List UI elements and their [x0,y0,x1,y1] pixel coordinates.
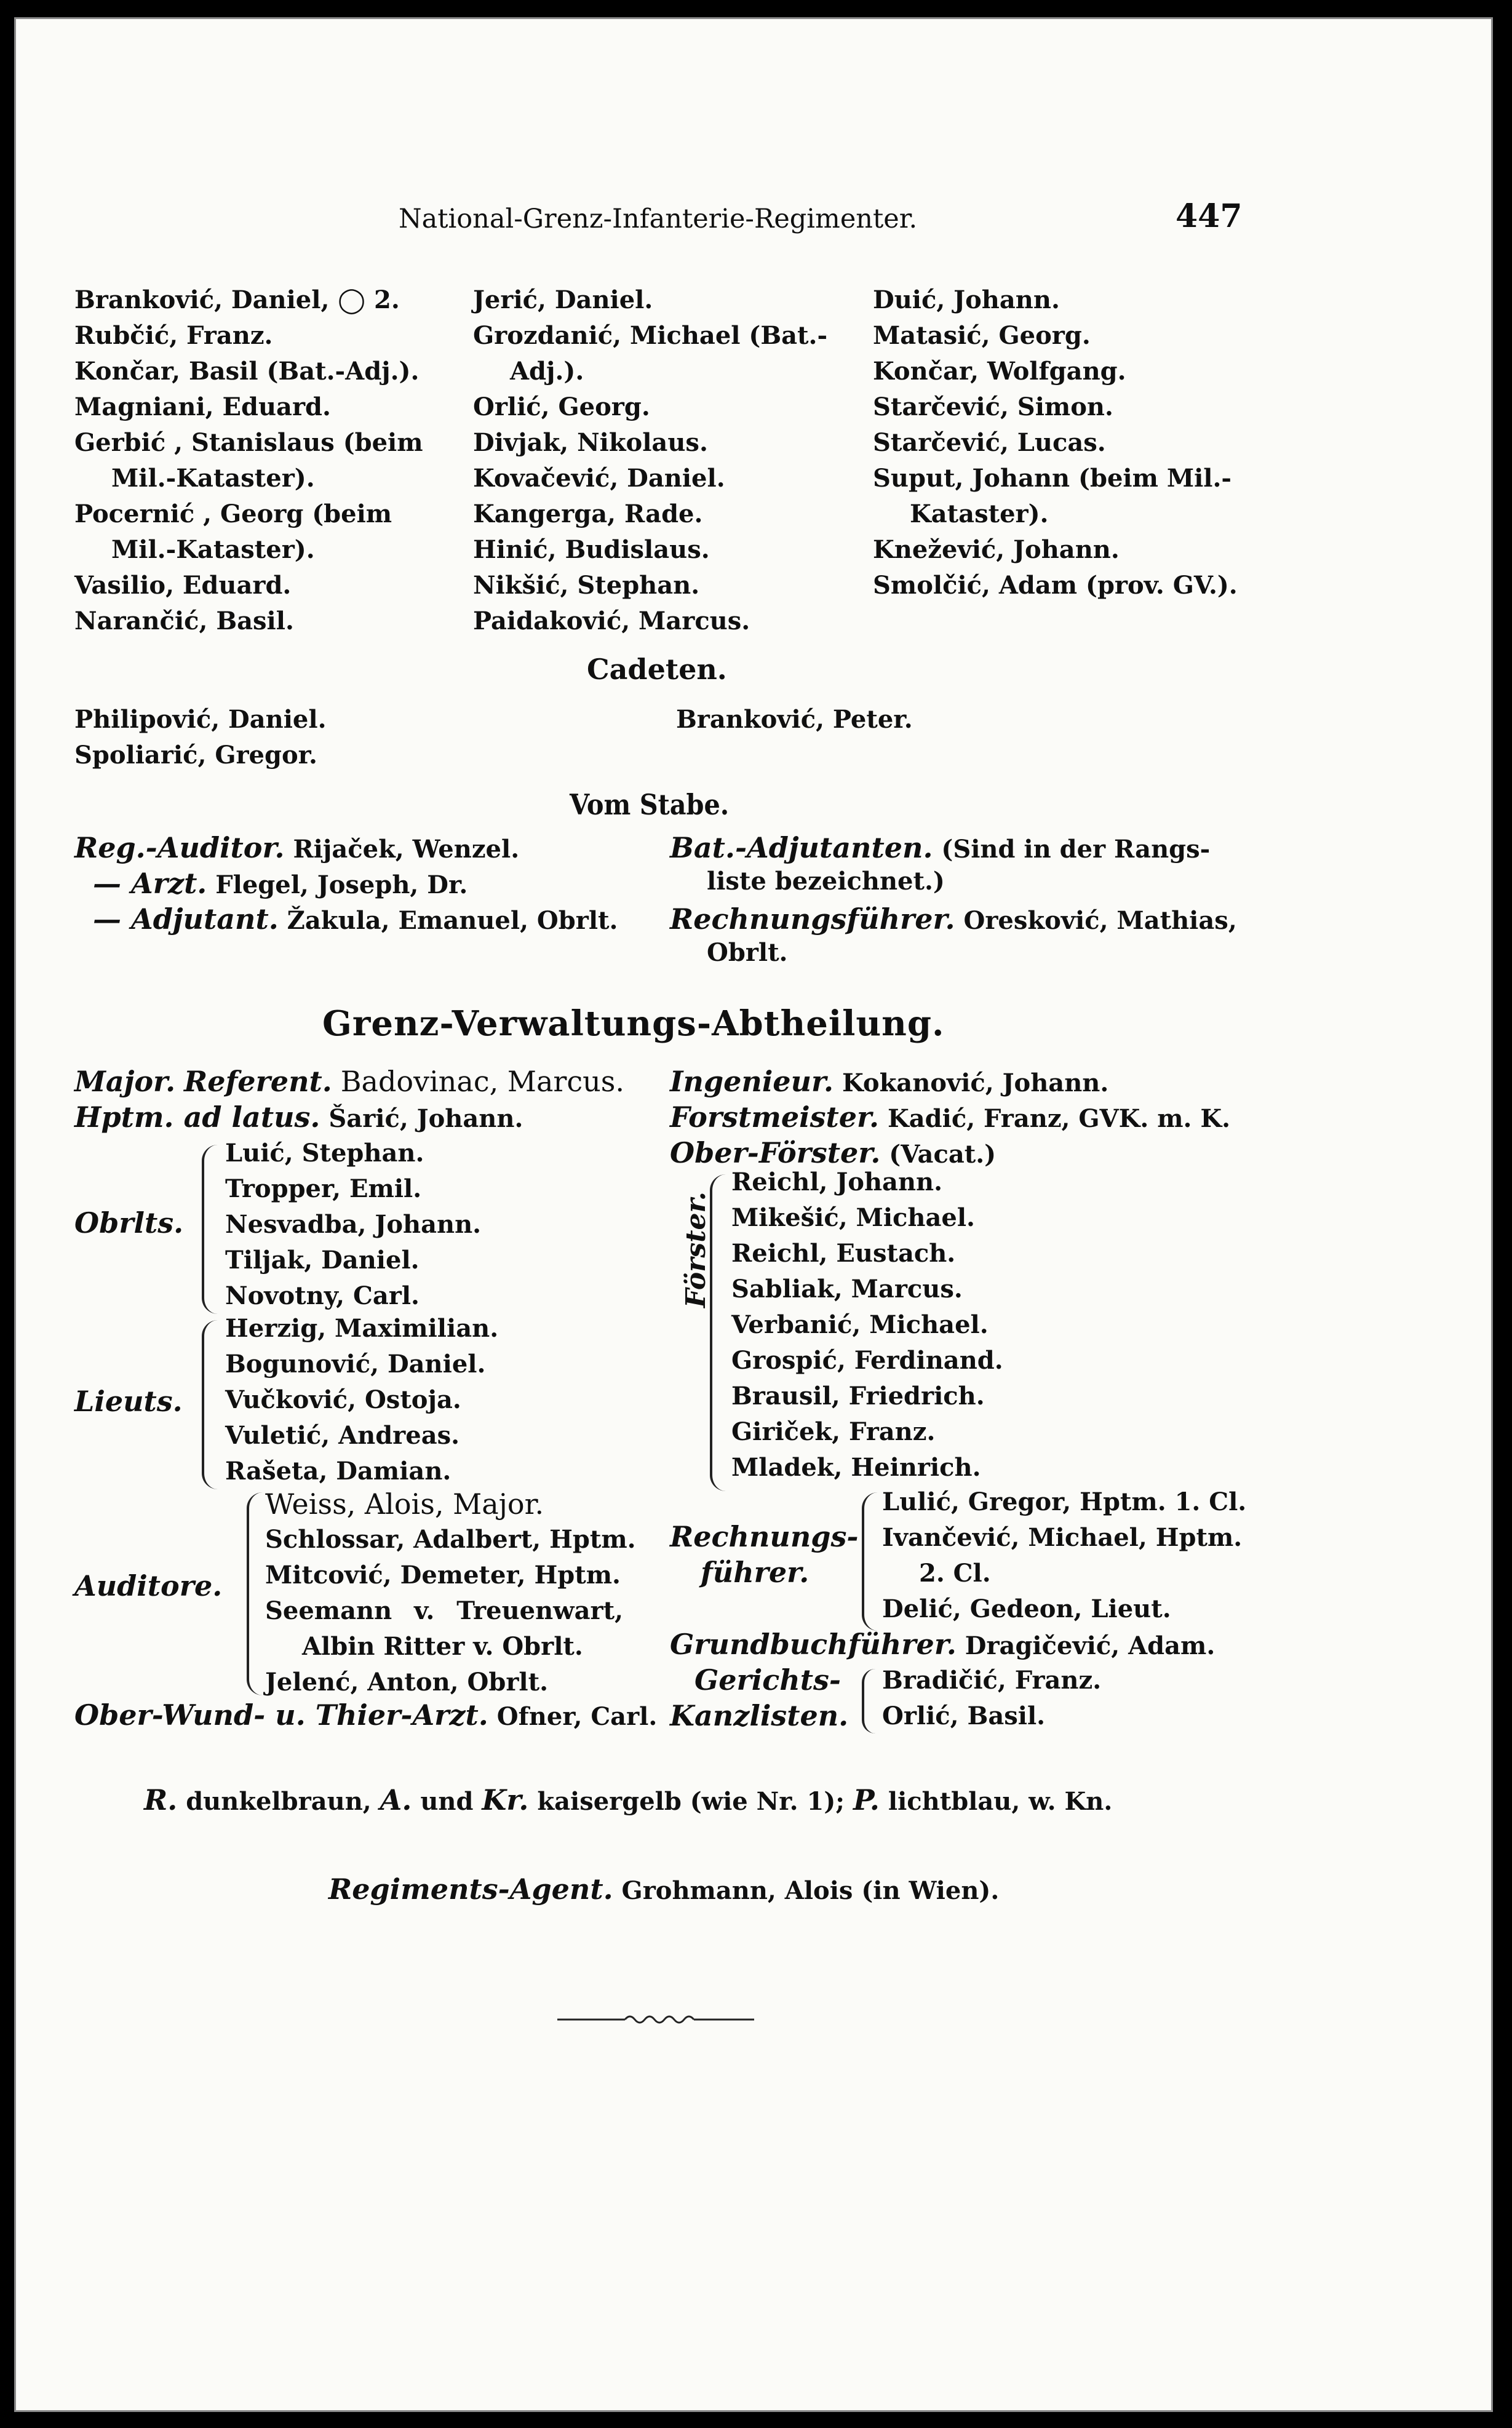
person-entry: Jelenć, Anton, Obrlt. [265,1668,548,1697]
officer-entry: Kovačević, Daniel. [473,464,725,493]
person-entry: Delić, Gedeon, Lieut. [882,1594,1171,1623]
wund-arzt-entry [74,1698,657,1732]
person-entry: Mikešić, Michael. [731,1203,975,1232]
major-entry [74,1065,624,1098]
staff-name: Žakula, Emanuel, Obrlt. [287,906,618,935]
color-text: dunkelbraun, [186,1787,372,1816]
person-entry: Mitcović, Demeter, Hptm. [265,1561,621,1590]
officers-column-3 [873,282,1238,603]
person-entry: Seemann v. Treuenwart, [265,1596,624,1625]
officer-entry: Matasić, Georg. [873,321,1091,350]
staff-continuation: Obrlt. [707,938,788,967]
color-label: R. [144,1783,178,1817]
role-label: Ober-Förster. [670,1136,881,1169]
person-entry: Reichl, Eustach. [731,1239,956,1268]
person-name: Badovinac, Marcus. [340,1065,624,1098]
forstmeister-entry [670,1101,1230,1134]
officer-entry: Branković, Daniel, ◯ 2. [74,285,400,314]
officer-entry: Smolčić, Adam (prov. GV.). [873,571,1238,600]
officer-entry: Končar, Basil (Bat.-Adj.). [74,357,420,386]
lieuts-list [225,1311,498,1489]
uniform-colors-line [144,1783,1112,1817]
running-header: National-Grenz-Infanterie-Regimenter. [399,204,918,234]
staff-name: Flegel, Joseph, Dr. [215,870,468,899]
person-entry: Weiss, Alois, Major. [265,1487,544,1521]
officer-entry: Vasilio, Eduard. [74,571,292,600]
officer-entry: Duić, Johann. [873,285,1060,314]
section-heading: Grenz-Verwaltungs-Abtheilung. [322,1003,945,1044]
ornamental-rule [557,2012,754,2027]
person-entry: Orlić, Basil. [882,1702,1046,1730]
role-label: Major. [74,1065,176,1098]
person-entry: Giriček, Franz. [731,1417,936,1446]
person-entry: Lulić, Gregor, Hptm. 1. Cl. [882,1487,1247,1516]
officers-column-1 [74,282,423,639]
group-label: Kanzlisten. [670,1699,849,1732]
person-entry: Nesvadba, Johann. [225,1210,482,1239]
staff-heading: Vom Stabe. [570,788,730,821]
person-entry: Schlossar, Adalbert, Hptm. [265,1525,636,1554]
cadets-heading: Cadeten. [587,653,727,686]
hptm-entry [74,1101,523,1134]
color-text: und [420,1787,474,1816]
officer-entry: Kangerga, Rade. [473,500,703,528]
brace [862,1492,878,1631]
person-entry: Rašeta, Damian. [225,1457,452,1486]
officer-entry: Rubčić, Franz. [74,321,273,350]
brace [202,1320,218,1489]
color-label: P. [853,1783,880,1817]
officer-entry: Hinić, Budislaus. [473,535,710,564]
person-entry: Tiljak, Daniel. [225,1246,420,1275]
staff-role: — Arzt. [93,867,207,900]
agent-line [328,1873,999,1906]
brace [862,1669,875,1733]
oblrts-list [225,1136,481,1314]
officer-entry: Končar, Wolfgang. [873,357,1126,386]
person-entry: Bogunović, Daniel. [225,1350,486,1379]
cadets-right [676,702,913,738]
person-entry: Vuletić, Andreas. [225,1421,460,1450]
role-label: Ingenieur. [670,1065,834,1098]
person-entry: Tropper, Emil. [225,1174,422,1203]
auditore-list [265,1486,636,1700]
brace [202,1145,218,1314]
brace [710,1174,726,1491]
gerichts-list [882,1663,1101,1734]
person-entry: Novotny, Carl. [225,1281,420,1310]
role-label: Ober-Wund- u. Thier-Arzt. [74,1698,488,1732]
person-entry: Herzig, Maximilian. [225,1314,499,1343]
staff-name: Rijaček, Wenzel. [293,835,520,864]
group-label: führer. [701,1556,810,1589]
staff-entry [670,902,1237,936]
person-name: Ofner, Carl. [496,1702,658,1731]
person-name: (Vacat.) [889,1140,997,1169]
person-entry: Luić, Stephan. [225,1139,424,1168]
person-entry: Brausil, Friedrich. [731,1382,985,1411]
officer-entry: Gerbić , Stanislaus (beim [74,428,423,457]
staff-entry [670,831,1210,864]
staff-entry [93,867,468,900]
group-label: Auditore. [74,1569,223,1602]
officer-entry: Kataster). [910,500,1049,528]
staff-role: Bat.-Adjutanten. [670,831,933,864]
person-name: Šarić, Johann. [328,1104,523,1133]
officer-entry: Jerić, Daniel. [473,285,653,314]
person-entry: Reichl, Johann. [731,1168,943,1196]
officers-column-2 [473,282,827,639]
person-entry: Ivančević, Michael, Hptm. [882,1523,1243,1552]
person-entry: Bradičić, Franz. [882,1666,1102,1695]
staff-continuation: liste bezeichnet.) [707,867,945,896]
officer-entry: Starčević, Lucas. [873,428,1106,457]
staff-entry [93,902,618,936]
officer-entry: Magniani, Eduard. [74,392,331,421]
role-label: Grundbuchführer. [670,1628,957,1661]
staff-entry [74,831,519,864]
group-label: Obrlts. [74,1206,184,1240]
officer-entry: Nikšić, Stephan. [473,571,700,600]
group-label: Förster. [680,1192,712,1308]
role-label: Regiments-Agent. [328,1873,613,1906]
officer-entry: Pocernić , Georg (beim [74,500,392,528]
officer-entry: Mil.-Kataster). [111,535,315,564]
person-name: Grohmann, Alois (in Wien). [621,1876,1000,1905]
officer-entry: Paidaković, Marcus. [473,607,750,635]
officer-entry: Mil.-Kataster). [111,464,315,493]
foerster-list [731,1164,1003,1486]
officer-entry: Suput, Johann (beim Mil.- [873,464,1232,493]
group-label: Gerichts- [694,1663,841,1697]
role-label: Forstmeister. [670,1101,880,1134]
group-label: Rechnungs- [670,1520,859,1553]
person-entry: Verbanić, Michael. [731,1310,989,1339]
staff-role: Reg.-Auditor. [74,831,285,864]
cadets-left [74,702,327,773]
staff-role: Rechnungsführer. [670,902,955,936]
staff-role: — Adjutant. [93,902,279,936]
color-label: A. [380,1783,412,1817]
person-entry: Grospić, Ferdinand. [731,1346,1003,1375]
color-label: Kr. [482,1783,529,1817]
person-entry: Albin Ritter v. Obrlt. [302,1632,583,1661]
officer-entry: Narančić, Basil. [74,607,294,635]
officer-entry: Grozdanić, Michael (Bat.- [473,321,828,350]
grundbuch-entry [670,1628,1215,1661]
officer-entry: Starčević, Simon. [873,392,1113,421]
group-label: Lieuts. [74,1385,183,1418]
color-text: kaisergelb (wie Nr. 1); [537,1787,845,1816]
ingenieur-entry [670,1065,1108,1098]
staff-name: Oresković, Mathias, [963,906,1237,935]
officer-entry: Orlić, Georg. [473,392,650,421]
cadet-entry: Spoliarić, Gregor. [74,741,317,770]
person-entry: 2. Cl. [919,1559,991,1588]
person-entry: Mladek, Heinrich. [731,1453,981,1482]
staff-name: (Sind in der Rangs- [941,835,1211,864]
rechnungs-list [882,1484,1246,1627]
page-number: 447 [1176,197,1243,235]
color-text: lichtblau, w. Kn. [888,1787,1113,1816]
person-name: Kadić, Franz, GVK. m. K. [888,1104,1231,1133]
document-page [14,17,1493,2412]
officer-entry: Adj.). [510,357,584,386]
cadet-entry: Branković, Peter. [676,705,913,734]
person-entry: Sabliak, Marcus. [731,1275,963,1304]
role-label: Referent. [184,1065,332,1098]
person-entry: Vučković, Ostoja. [225,1385,461,1414]
cadet-entry: Philipović, Daniel. [74,705,327,734]
brace [247,1492,263,1695]
person-name: Kokanović, Johann. [842,1069,1109,1097]
officer-entry: Divjak, Nikolaus. [473,428,708,457]
person-name: Dragičević, Adam. [965,1631,1216,1660]
officer-entry: Knežević, Johann. [873,535,1120,564]
role-label: Hptm. ad latus. [74,1101,320,1134]
